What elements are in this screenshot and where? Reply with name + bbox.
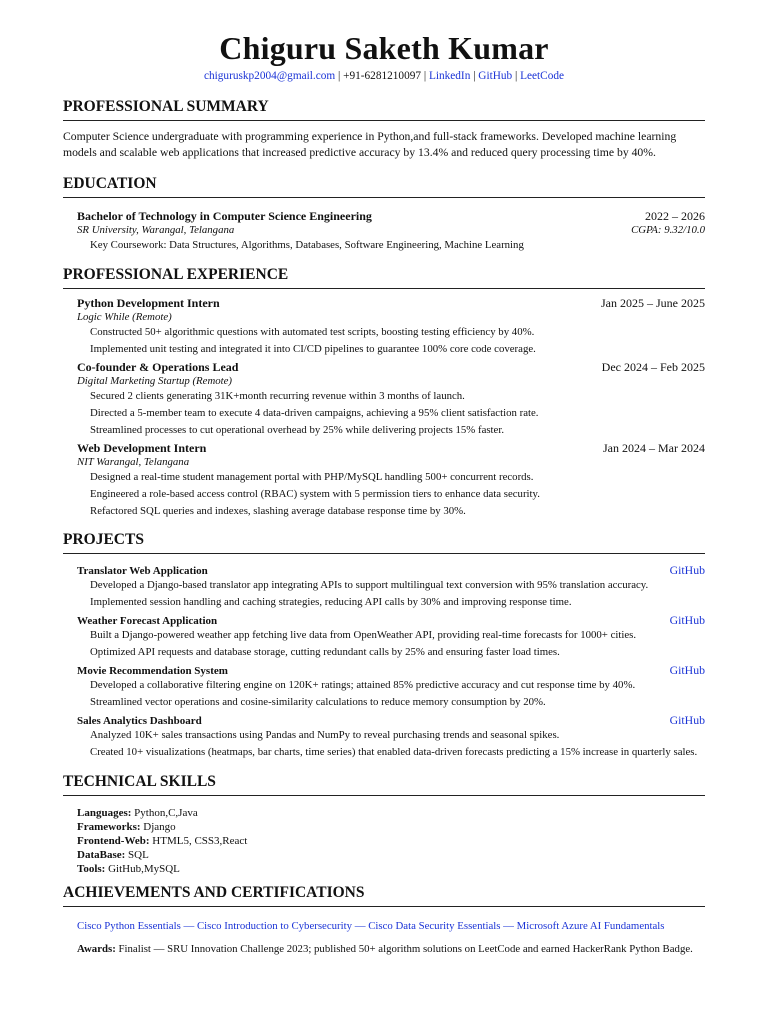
linkedin-link[interactable]: LinkedIn (428, 70, 471, 82)
job-title: Python Development Intern (77, 296, 220, 310)
section-title-education: EDUCATION (63, 175, 705, 198)
project-title: Sales Analytics Dashboard (77, 715, 202, 727)
skill-row (77, 820, 705, 834)
skill-value: Django (143, 821, 176, 833)
job-title: Co-founder & Operations Lead (77, 360, 239, 374)
section-title-summary: PROFESSIONAL SUMMARY (63, 98, 705, 121)
bullet: Implemented session handling and caching strategies, reducing API calls by 30% and improving response time. (90, 596, 572, 608)
bullet: Analyzed 10K+ sales transactions using Pandas and NumPy to reveal purchasing trends and seasonal spikes. (90, 729, 560, 741)
separator: | (423, 70, 429, 82)
awards-text: Finalist — SRU Innovation Challenge 2023; published 50+ algorithm solutions on LeetCode and earned HackerRank Python Badge. (118, 943, 693, 955)
phone-number: +91-6281210097 (343, 70, 422, 82)
project-github-link[interactable]: GitHub (669, 713, 705, 727)
skill-row (77, 806, 705, 820)
skills-list (63, 806, 705, 876)
project-entry (63, 713, 705, 759)
education-subline (63, 224, 705, 237)
section-title-projects: PROJECTS (63, 531, 705, 554)
job-dates: Jan 2024 – Mar 2024 (603, 441, 705, 455)
degree-title: Bachelor of Technology in Computer Science Engineering (77, 209, 372, 223)
candidate-name: Chiguru Saketh Kumar (219, 30, 549, 66)
skill-label: Frontend-Web: (77, 835, 150, 847)
cert-link[interactable]: Microsoft Azure AI Fundamentals (516, 920, 665, 932)
education-dates: 2022 – 2026 (645, 209, 705, 223)
bullet: Refactored SQL queries and indexes, slashing average database response time by 30%. (90, 505, 466, 517)
cert-link[interactable]: Cisco Introduction to Cybersecurity (196, 920, 353, 932)
separator: | (515, 70, 521, 82)
cgpa: CGPA: 9.32/10.0 (631, 224, 705, 236)
skill-label: Languages: (77, 807, 132, 819)
school-name: SR University, Warangal, Telangana (77, 224, 235, 236)
bullet: Implemented unit testing and integrated it into CI/CD pipelines to guarantee 100% core code coverage. (90, 343, 536, 355)
bullet: Created 10+ visualizations (heatmaps, bar charts, time series) that enabled data-driven forecasts predicting a 15% increase in quarterly sales. (90, 746, 698, 758)
skill-label: Tools: (77, 863, 106, 875)
cert-link[interactable]: Cisco Python Essentials (77, 920, 181, 932)
skill-row (77, 862, 705, 876)
skill-value: SQL (128, 849, 149, 861)
bullet: Streamlined processes to cut operational overhead by 25% while delivering projects 15% faster. (90, 424, 505, 436)
section-title-experience: PROFESSIONAL EXPERIENCE (63, 266, 705, 289)
summary-text: Computer Science undergraduate with programming experience in Python,and full-stack frameworks. Developed machine learning models and scalable web applications that increased predictive accuracy by 13.4% and reduced query processing time by 40%. (63, 130, 677, 159)
contact-line (63, 69, 705, 83)
project-github-link[interactable]: GitHub (669, 663, 705, 677)
awards-label: Awards: (77, 943, 116, 955)
separator: — (352, 920, 369, 932)
job-dates: Jan 2025 – June 2025 (601, 296, 705, 310)
bullet: Constructed 50+ algorithmic questions with automated test scripts, boosting testing efficiency by 40%. (90, 326, 535, 338)
section-title-achievements: ACHIEVEMENTS AND CERTIFICATIONS (63, 884, 705, 907)
bullet: Built a Django-powered weather app fetching live data from OpenWeather API, providing real-time forecasts for 1000+ cities. (90, 629, 637, 641)
email-link[interactable]: chiguruskp2004@gmail.com (203, 70, 336, 82)
skill-value: GitHub,MySQL (108, 863, 180, 875)
project-title: Movie Recommendation System (77, 665, 228, 677)
bullet: Secured 2 clients generating 31K+month recurring revenue within 3 months of launch. (90, 390, 465, 402)
bullet: Optimized API requests and database storage, cutting redundant calls by 25% and ensuring faster load times. (90, 646, 560, 658)
skill-label: Frameworks: (77, 821, 141, 833)
organization: Digital Marketing Startup (Remote) (77, 375, 233, 387)
project-github-link[interactable]: GitHub (669, 613, 705, 627)
skill-row (77, 834, 705, 848)
project-github-link[interactable]: GitHub (669, 563, 705, 577)
project-title: Translator Web Application (77, 565, 208, 577)
bullet: Engineered a role-based access control (RBAC) system with 5 permission tiers to enhance data security. (90, 488, 540, 500)
leetcode-link[interactable]: LeetCode (520, 70, 565, 82)
project-entry (63, 613, 705, 659)
separator: | (338, 70, 344, 82)
project-entry (63, 563, 705, 609)
separator: | (473, 70, 479, 82)
experience-entry (63, 359, 705, 437)
skill-label: DataBase: (77, 849, 126, 861)
skill-value: HTML5, CSS3,React (152, 835, 248, 847)
organization: NIT Warangal, Telangana (77, 456, 190, 468)
organization: Logic While (Remote) (77, 311, 172, 323)
job-title: Web Development Intern (77, 441, 207, 455)
experience-entry (63, 440, 705, 518)
skill-value: Python,C,Java (134, 807, 198, 819)
project-title: Weather Forecast Application (77, 615, 218, 627)
education-entry (63, 208, 705, 224)
separator: — (500, 920, 517, 932)
bullet: Developed a collaborative filtering engine on 120K+ ratings; attained 85% predictive accuracy and cut response time by 40%. (90, 679, 636, 691)
awards-line (63, 942, 705, 956)
experience-entry (63, 295, 705, 356)
separator: — (180, 920, 197, 932)
certifications-line (63, 919, 705, 933)
job-dates: Dec 2024 – Feb 2025 (601, 360, 705, 374)
github-link[interactable]: GitHub (478, 70, 513, 82)
bullet: Directed a 5-member team to execute 4 data-driven campaigns, achieving a 95% client satisfaction rate. (90, 407, 539, 419)
bullet: Designed a real-time student management portal with PHP/MySQL handling 500+ concurrent records. (90, 471, 534, 483)
bullet: Streamlined vector operations and cosine-similarity calculations to reduce memory consumption by 20%. (90, 696, 546, 708)
coursework: Key Coursework: Data Structures, Algorithms, Databases, Software Engineering, Machine Learning (90, 239, 524, 251)
project-entry (63, 663, 705, 709)
skill-row (77, 848, 705, 862)
section-title-skills: TECHNICAL SKILLS (63, 773, 705, 796)
bullet: Developed a Django-based translator app integrating APIs to support multilingual text conversion with 95% translation accuracy. (90, 579, 649, 591)
cert-link[interactable]: Cisco Data Security Essentials (368, 920, 501, 932)
